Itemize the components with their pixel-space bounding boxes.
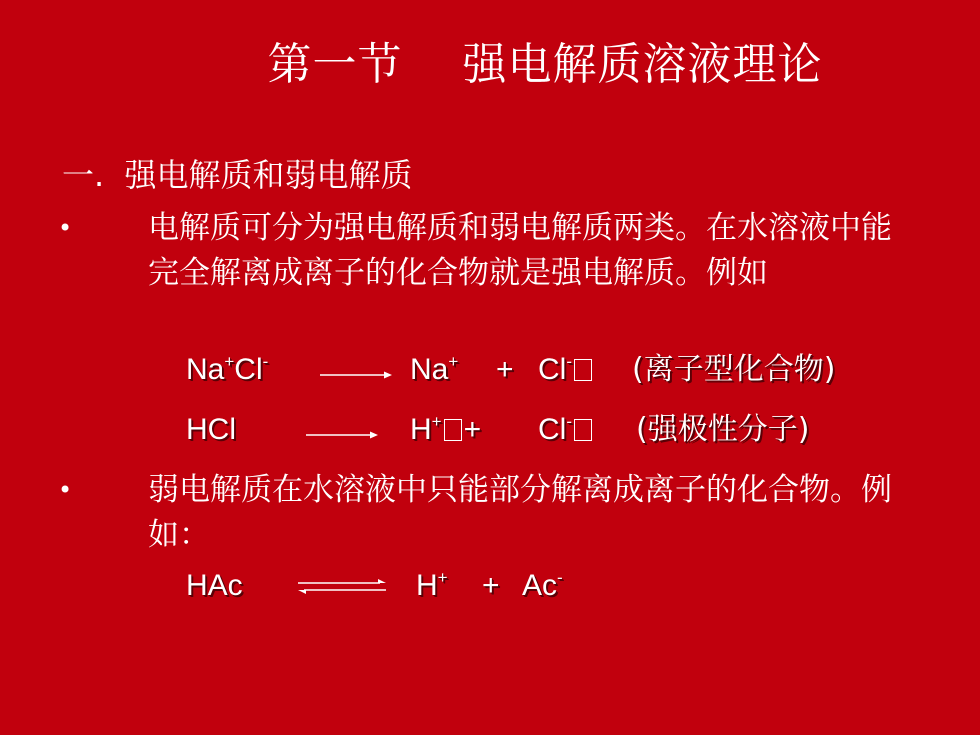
slide-title: 第一节 强电解质溶液理论 [267,39,823,90]
equilibrium-arrow-icon [298,578,386,596]
bullet-1: • [58,214,73,242]
eq2-product-cl: Cl- [538,412,594,448]
eq1-product-cl: Cl- [538,352,594,388]
placeholder-box-icon [444,419,462,441]
paragraph-strong-electrolyte: 电解质可分为强电解质和弱电解质两类。在水溶液中能完全解离成离子的化合物就是强电解质。例如 [148,210,892,291]
eq2-note: (强极性分子) [636,412,810,447]
eq2-product-h: H+ + [410,412,482,446]
section-heading: 一. 强电解质和弱电解质 [62,156,413,194]
eq2-reactant: HCl [186,413,236,446]
eq1-reactant: Na+Cl- [186,352,269,386]
equation-hac [186,568,606,604]
equation-nacl [186,352,906,388]
eq3-reactant: HAc [186,569,243,602]
eq1-product-na: Na+ [410,352,459,386]
eq3-product-ac: Ac- [522,568,563,602]
forward-arrow-icon [306,430,378,440]
eq1-note: (离子型化合物) [632,352,836,387]
placeholder-box-icon [574,419,592,441]
bullet-2: • [58,476,73,504]
paragraph-weak-electrolyte: 弱电解质在水溶液中只能部分解离成离子的化合物。例如： [148,472,892,553]
eq3-product-h: H+ [416,568,448,602]
eq1-plus: + [496,353,514,386]
eq3-plus: + [482,569,500,602]
forward-arrow-icon [320,370,392,380]
equation-hcl [186,412,906,448]
placeholder-box-icon [574,359,592,381]
